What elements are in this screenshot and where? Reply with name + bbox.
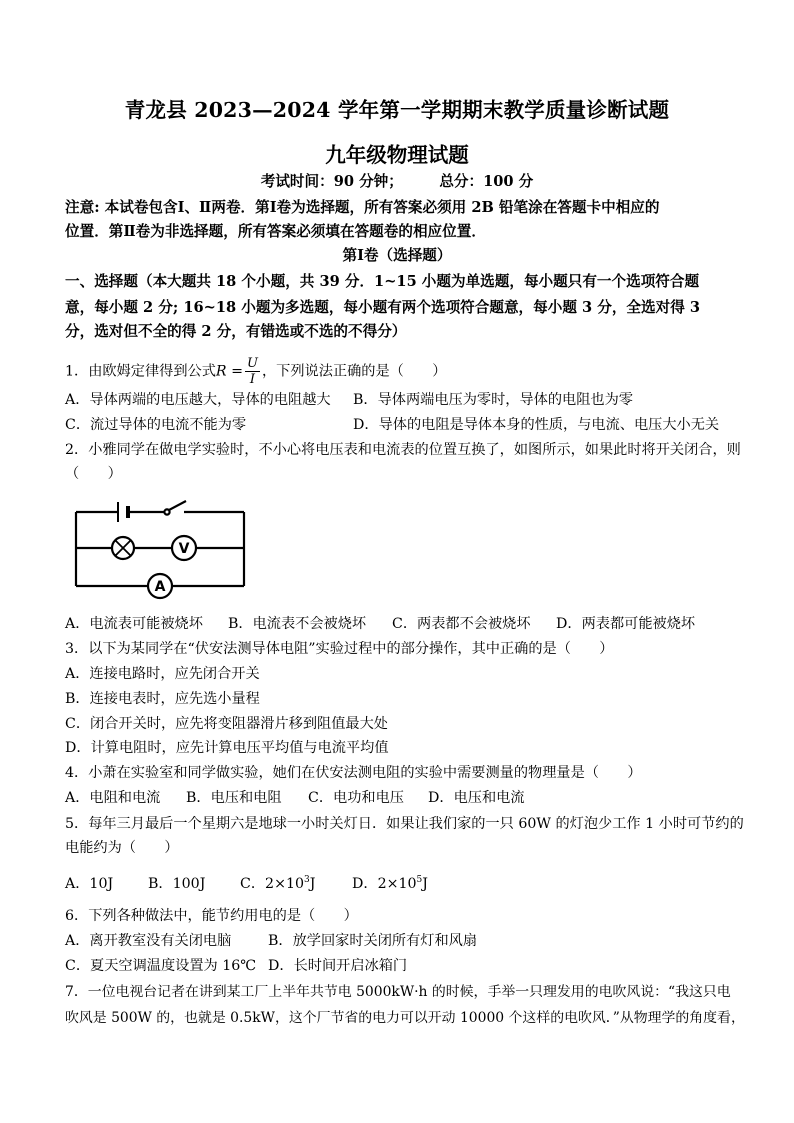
notice-line-1: 注意: 本试卷包含Ⅰ、Ⅱ两卷．第Ⅰ卷为选择题，所有答案必须用 2B 铅笔涂在答题卡中相应的	[65, 199, 660, 216]
q1-formula-denominator: I	[249, 372, 256, 387]
q2-stem-line-1: 2．小雅同学在做电学实验时，不小心将电压表和电流表的位置互换了，如图所示，如果此时将开关闭合，则	[65, 442, 741, 458]
q1-option-b: B．导体两端电压为零时，导体的电阻也为零	[353, 392, 633, 408]
q3-option-a: A．连接电路时，应先闭合开关	[65, 666, 260, 682]
q2-stem-line-2: （ ）	[65, 466, 122, 482]
q5-option-a: A．10J	[65, 876, 114, 892]
q7-stem-line-2: 吹风是 500W 的，也就是 0.5kW，这个厂节省的电力可以开动 10000 个这样的电吹风．”从物理学的角度看，	[65, 1010, 745, 1026]
q3-option-c: C．闭合开关时，应先将变阻器滑片移到阻值最大处	[65, 716, 388, 732]
q1-stem	[65, 356, 446, 387]
part-title: 第Ⅰ卷（选择题）	[342, 247, 452, 264]
exam-title: 青龙县 2023—2024 学年第一学期期末教学质量诊断试题	[124, 98, 670, 122]
q7-stem-line-1: 7．一位电视台记者在讲到某工厂上半年共节电 5000kW·h 的时候，手举一只理发用的电吹风说：“我这只电	[65, 984, 731, 1000]
q5-stem-line-1: 5．每年三月最后一个星期六是地球一小时关灯日．如果让我们家的一只 60W 的灯泡少工作 1 小时可节约的	[65, 816, 744, 832]
q5-option-d-exponent: 5	[416, 875, 423, 885]
q2-option-a: A．电流表可能被烧坏	[65, 616, 203, 632]
q5-option-d-base: D．2×10	[352, 876, 417, 892]
q6-stem: 6．下列各种做法中，能节约用电的是（ ）	[65, 908, 358, 924]
q2-circuit-diagram	[72, 498, 248, 602]
q6-option-a: A．离开教室没有关闭电脑	[65, 933, 232, 949]
q4-option-b: B．电压和电阻	[186, 790, 282, 806]
q1-option-a: A．导体两端的电压越大，导体的电阻越大	[65, 392, 331, 408]
q1-formula-lhs: R =	[215, 363, 243, 380]
section-intro-line-3: 分，选对但不全的得 2 分，有错选或不选的不得分）	[65, 323, 407, 340]
q6-option-c: C．夏天空调温度设置为 16℃	[65, 958, 257, 974]
voltmeter-label: V	[178, 541, 190, 557]
q1-option-c: C．流过导体的电流不能为零	[65, 417, 247, 433]
q2-option-c: C．两表都不会被烧坏	[392, 616, 531, 632]
notice-line-2: 位置．第Ⅱ卷为非选择题，所有答案必须填在答题卷的相应位置．	[65, 223, 486, 240]
q5-option-c-base: C．2×10	[240, 876, 305, 892]
section-intro-line-2: 意，每小题 2 分; 16~18 小题为多选题，每小题有两个选项符合题意，每小题 3 分，全选对得 3	[65, 299, 701, 316]
q4-option-d: D．电压和电流	[428, 790, 525, 806]
q1-formula-numerator: U	[247, 356, 258, 371]
q5-option-c-exponent: 3	[304, 875, 310, 885]
q3-option-d: D．计算电阻时，应先计算电压平均值与电流平均值	[65, 740, 389, 756]
q5-option-c-unit: J	[309, 876, 316, 892]
q5-option-d-unit: J	[422, 876, 428, 892]
q1-formula-fraction	[245, 356, 260, 387]
q1-option-d: D．导体的电阻是导体本身的性质，与电流、电压大小无关	[353, 417, 720, 433]
q3-stem: 3．以下为某同学在“伏安法测导体电阻”实验过程中的部分操作，其中正确的是（ ）	[65, 641, 614, 657]
q4-option-a: A．电阻和电流	[65, 790, 161, 806]
q1-stem-prefix: 1．由欧姆定律得到公式	[65, 363, 216, 380]
exam-subtitle: 九年级物理试题	[325, 143, 469, 167]
q6-option-b: B．放学回家时关闭所有灯和风扇	[268, 933, 478, 949]
q2-option-d: D．两表都可能被烧坏	[556, 616, 696, 632]
q4-option-c: C．电功和电压	[308, 790, 404, 806]
exam-time-score: 考试时间：90 分钟； 总分：100 分	[260, 173, 534, 190]
q6-option-d: D．长时间开启冰箱门	[268, 958, 408, 974]
section-intro-line-1: 一、选择题（本大题共 18 个小题，共 39 分．1~15 小题为单选题，每小题只有一个选项符合题	[65, 273, 700, 290]
ammeter-label: A	[154, 579, 166, 595]
q5-option-c	[240, 874, 315, 894]
q3-option-b: B．连接电表时，应先选小量程	[65, 691, 260, 707]
q5-option-b: B．100J	[148, 876, 206, 892]
q2-option-b: B．电流表不会被烧坏	[228, 616, 367, 632]
q4-stem: 4．小萧在实验室和同学做实验，她们在伏安法测电阻的实验中需要测量的物理量是（ ）	[65, 765, 642, 781]
q1-stem-suffix: ，下列说法正确的是（ ）	[261, 363, 447, 380]
q5-stem-line-2: 电能约为（ ）	[65, 840, 179, 856]
q5-option-d	[352, 874, 428, 894]
